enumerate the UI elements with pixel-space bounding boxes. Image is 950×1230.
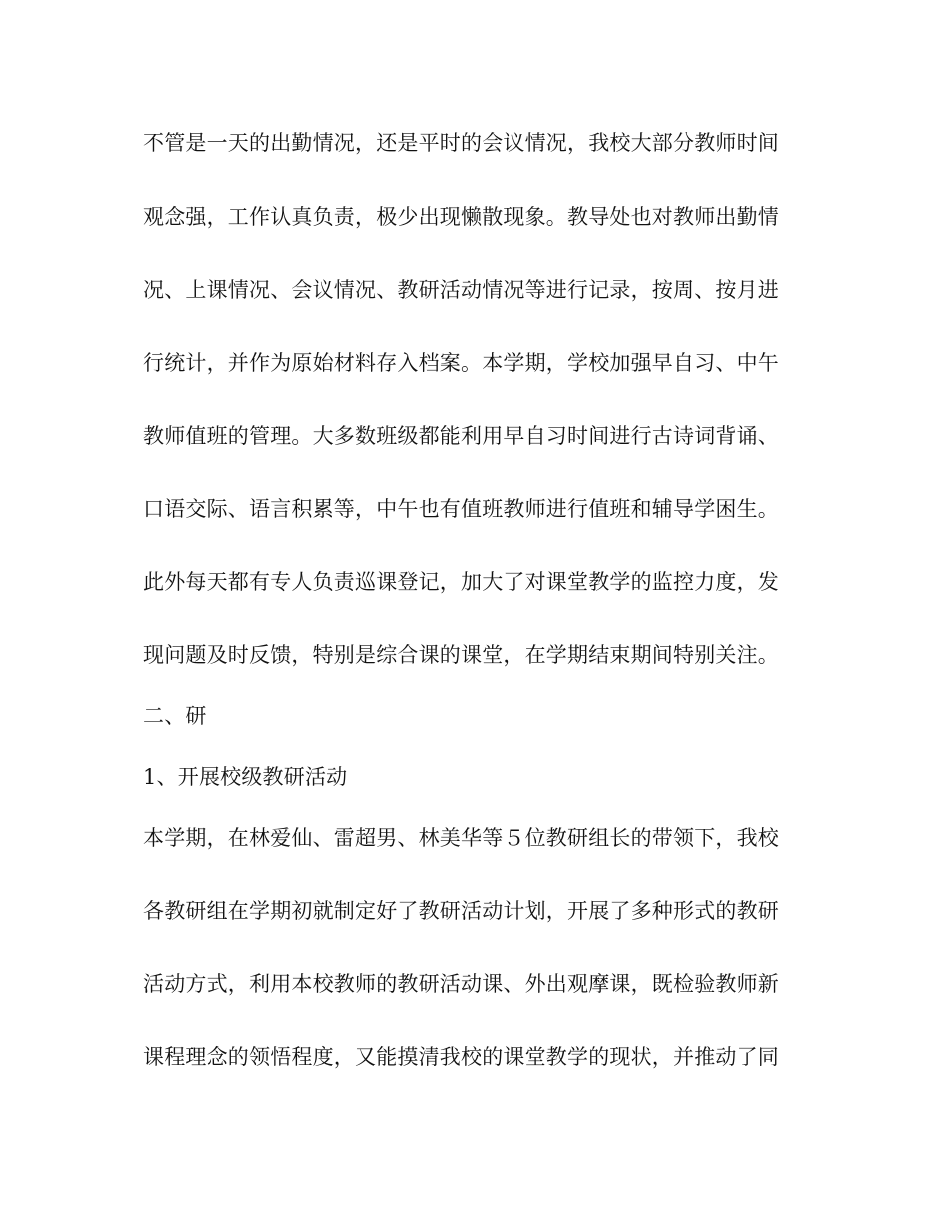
paragraph-1-line-3: 况、上课情况、会议情况、教研活动情况等进行记录，按周、按月进 <box>143 278 779 302</box>
section-heading: 二、研 <box>143 704 207 728</box>
paragraph-1-line-2: 观念强，工作认真负责，极少出现懒散现象。教导处也对教师出勤情 <box>143 205 779 229</box>
paragraph-1-line-8: 现问题及时反馈，特别是综合课的课堂，在学期结束期间特别关注。 <box>143 643 779 667</box>
paragraph-2-line-2: 各教研组在学期初就制定好了教研活动计划，开展了多种形式的教研 <box>143 899 779 923</box>
paragraph-1-line-5: 教师值班的管理。大多数班级都能利用早自习时间进行古诗词背诵、 <box>143 424 779 448</box>
paragraph-2-line-4: 课程理念的领悟程度，又能摸清我校的课堂教学的现状，并推动了同 <box>143 1045 779 1069</box>
paragraph-1-line-7: 此外每天都有专人负责巡课登记，加大了对课堂教学的监控力度，发 <box>143 570 779 594</box>
paragraph-1-line-1: 不管是一天的出勤情况，还是平时的会议情况，我校大部分教师时间 <box>143 131 779 155</box>
paragraph-1-line-4: 行统计，并作为原始材料存入档案。本学期，学校加强早自习、中午 <box>143 351 779 375</box>
subsection-heading: 1、开展校级教研活动 <box>143 765 348 789</box>
paragraph-2-line-1: 本学期，在林爱仙、雷超男、林美华等５位教研组长的带领下，我校 <box>143 826 779 850</box>
paragraph-2-line-3: 活动方式，利用本校教师的教研活动课、外出观摩课，既检验教师新 <box>143 972 779 996</box>
paragraph-1-line-6: 口语交际、语言积累等，中午也有值班教师进行值班和辅导学困生。 <box>143 497 779 521</box>
